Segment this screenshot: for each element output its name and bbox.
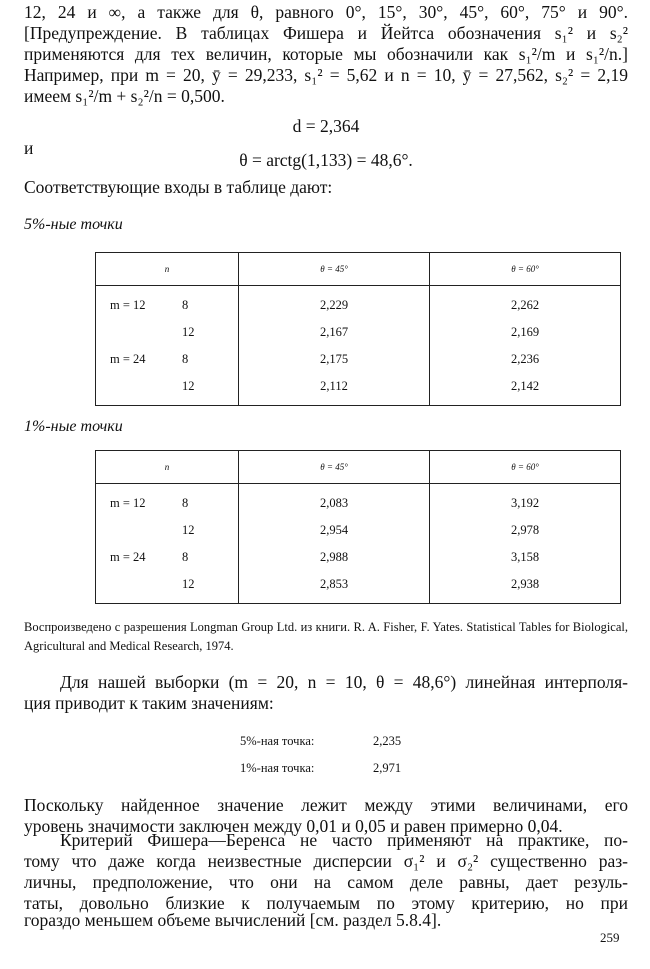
cell-value-45: 2,988 — [239, 544, 430, 571]
cell-value-45: 2,229 — [239, 286, 430, 320]
table-row — [96, 571, 621, 604]
cell-value-45: 2,853 — [239, 571, 430, 604]
cell-m — [96, 517, 182, 544]
cell-m — [96, 571, 182, 604]
page-number: 259 — [600, 930, 620, 945]
cell-n: 8 — [181, 346, 239, 373]
cell-n: 8 — [181, 484, 239, 518]
header-theta-45: θ = 45° — [239, 253, 430, 286]
point-5-label: 5%-ная точка: — [240, 734, 315, 748]
cell-value-45: 2,175 — [239, 346, 430, 373]
table-row — [96, 286, 621, 320]
final-line-2: тому что даже когда неизвестные дисперсии σ₁² и σ₂² существенно раз- — [24, 851, 628, 871]
cell-value-60: 2,262 — [430, 286, 621, 320]
source-credit: Воспроизведено с разрешения Longman Group Ltd. из книги. R. A. Fisher, F. Yates. Statistical Tables for Biological, Agricultural and Medical Research, 1974. — [24, 620, 628, 653]
heading-5-percent: 5%-ные точки — [24, 216, 123, 233]
table-5-percent — [95, 252, 621, 406]
conclusion-line-1: Поскольку найденное значение лежит между этими величинами, его — [24, 795, 628, 815]
cell-m: m = 24 — [96, 544, 182, 571]
table-row — [96, 517, 621, 544]
text-line-2: [Предупреждение. В таблицах Фишера и Йейтса обозначения s₁² и s₂² — [24, 23, 628, 43]
cell-n: 12 — [181, 373, 239, 406]
cell-n: 8 — [181, 544, 239, 571]
cell-value-60: 2,142 — [430, 373, 621, 406]
and-word: и — [24, 138, 34, 158]
cell-n: 12 — [181, 571, 239, 604]
header-n: n — [96, 253, 239, 286]
header-n: n — [96, 451, 239, 484]
cell-value-45: 2,954 — [239, 517, 430, 544]
final-line-1: Критерий Фишера—Беренса не часто применяют на практике, по- — [60, 830, 628, 850]
conclusion-line-2: уровень значимости заключен между 0,01 и 0,05 и равен примерно 0,04. — [24, 816, 563, 836]
final-line-4: таты, довольно близкие к получаемым по этому критерию, но при — [24, 893, 628, 913]
cell-value-60: 2,978 — [430, 517, 621, 544]
final-line-5: гораздо меньшем объеме вычислений [см. раздел 5.8.4]. — [24, 910, 442, 930]
text-line-3: применяются для тех величин, которые мы обозначили как s₁²/m и s₁²/n.] — [24, 44, 628, 64]
cell-value-60: 2,169 — [430, 319, 621, 346]
heading-1-percent: 1%-ные точки — [24, 418, 123, 435]
table-1-percent — [95, 450, 621, 604]
cell-n: 12 — [181, 517, 239, 544]
table-header-row — [96, 451, 621, 484]
cell-m — [96, 319, 182, 346]
cell-value-60: 3,192 — [430, 484, 621, 518]
cell-value-60: 3,158 — [430, 544, 621, 571]
cell-value-45: 2,112 — [239, 373, 430, 406]
point-1-value: 2,971 — [373, 761, 402, 775]
header-theta-45: θ = 45° — [239, 451, 430, 484]
text-line-1: 12, 24 и ∞, а также для θ, равного 0°, 15°, 30°, 45°, 60°, 75° и 90°. — [24, 2, 628, 22]
cell-m — [96, 373, 182, 406]
table-row — [96, 319, 621, 346]
table-row — [96, 544, 621, 571]
cell-m: m = 24 — [96, 346, 182, 373]
cell-n: 8 — [181, 286, 239, 320]
text-line-4: Например, при m = 20, ȳ = 29,233, s₁² = 5,62 и n = 10, ȳ = 27,562, s₂² = 2,19 — [24, 65, 628, 85]
header-theta-60: θ = 60° — [430, 451, 621, 484]
entries-sentence: Соответствующие входы в таблице дают: — [24, 177, 333, 197]
cell-value-60: 2,938 — [430, 571, 621, 604]
table-header-row — [96, 253, 621, 286]
text-line-5: имеем s₁²/m + s₂²/n = 0,500. — [24, 86, 225, 106]
cell-value-60: 2,236 — [430, 346, 621, 373]
point-1-label: 1%-ная точка: — [240, 761, 315, 775]
table-row — [96, 346, 621, 373]
table-row — [96, 373, 621, 406]
cell-m: m = 12 — [96, 286, 182, 320]
header-theta-60: θ = 60° — [430, 253, 621, 286]
final-line-3: личны, предположение, что они на самом деле равны, дает резуль- — [24, 872, 628, 892]
formula-theta: θ = arctg(1,133) = 48,6°. — [239, 150, 413, 170]
formula-d: d = 2,364 — [292, 116, 360, 136]
cell-m: m = 12 — [96, 484, 182, 518]
point-5-value: 2,235 — [373, 734, 402, 748]
cell-value-45: 2,083 — [239, 484, 430, 518]
cell-n: 12 — [181, 319, 239, 346]
interp-line-2: ция приводит к таким значениям: — [24, 693, 274, 713]
cell-value-45: 2,167 — [239, 319, 430, 346]
table-row — [96, 484, 621, 518]
interp-line-1: Для нашей выборки (m = 20, n = 10, θ = 48,6°) линейная интерполя- — [60, 672, 628, 692]
